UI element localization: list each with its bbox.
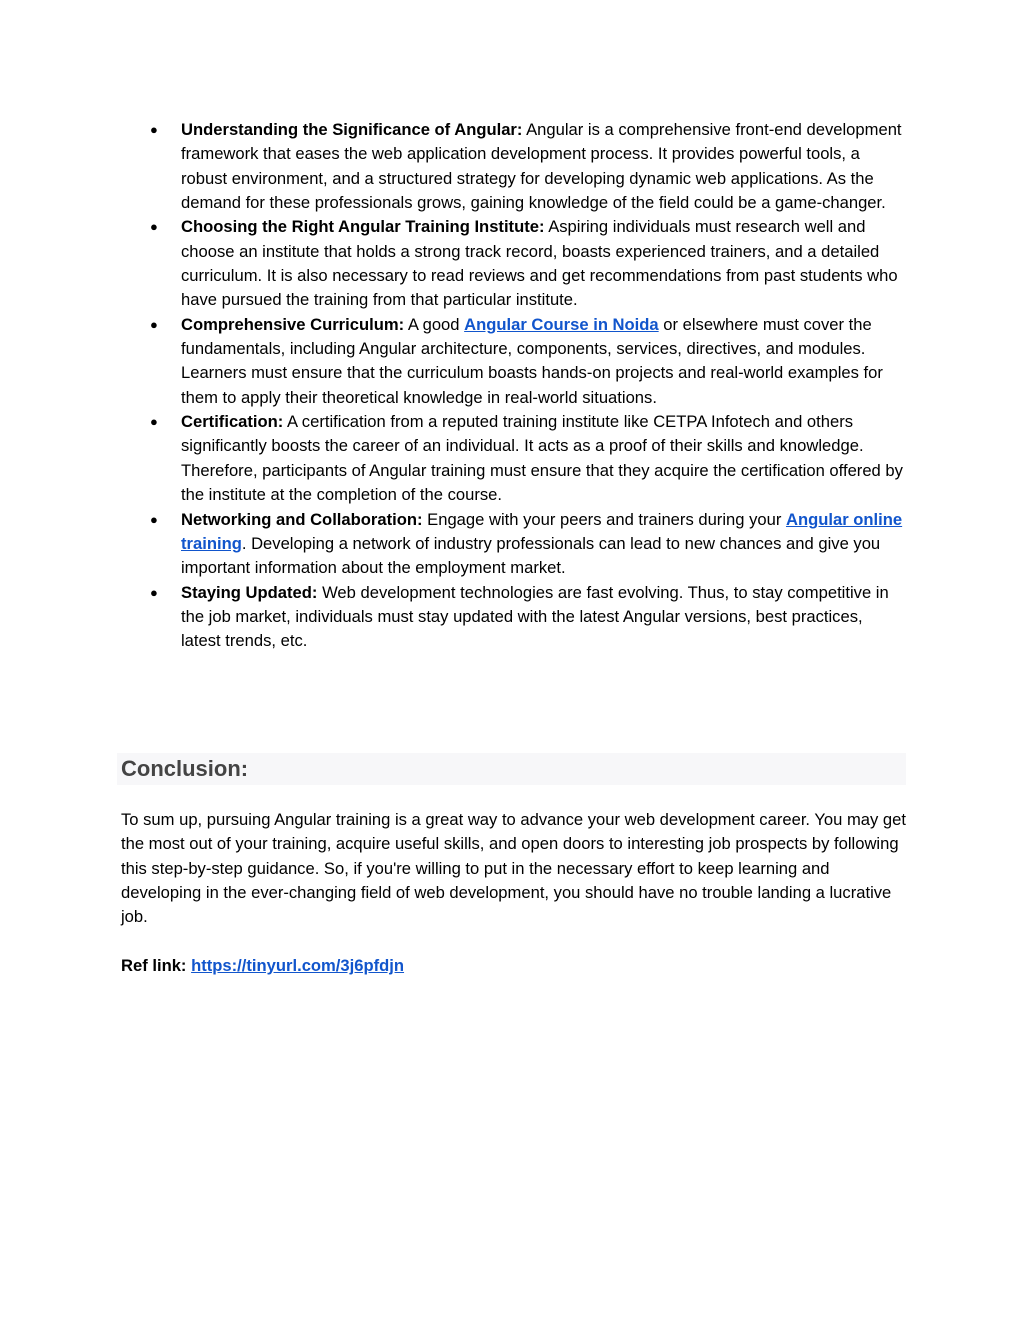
ref-link-label: Ref link: [121, 956, 192, 975]
list-item-certification [0, 410, 904, 507]
bullet-text: or elsewhere must cover the fundamentals, including Angular architecture, components, services, directives, and modules. Learners must ensure that the curriculum boasts hands-on projects and real-world examples for them to apply their theoretical knowledge in real-world situations. [181, 314, 883, 407]
bullet-heading: Choosing the Right Angular Training Institute: [181, 217, 545, 237]
conclusion-heading-band [117, 753, 906, 785]
bullet-icon: ● [150, 584, 158, 600]
angular-course-noida-link[interactable]: Angular Course in Noida [464, 314, 659, 334]
angular-online-training-link[interactable]: Angular online training [181, 509, 903, 553]
ref-url-link[interactable]: https://tinyurl.com/3j6pfdjn [191, 956, 405, 975]
bullet-text: Engage with your peers and trainers during your [422, 509, 786, 529]
list-item-staying-updated [0, 581, 904, 654]
bullet-text: A good [404, 314, 465, 334]
conclusion-heading: Conclusion: [121, 756, 249, 781]
bullet-heading: Understanding the Significance of Angular: [181, 120, 523, 139]
bullet-heading: Comprehensive Curriculum: [181, 314, 405, 334]
list-item-networking [0, 508, 904, 581]
bullet-icon: ● [150, 316, 158, 332]
bullet-icon: ● [150, 511, 158, 527]
list-item-choosing-institute [0, 215, 904, 312]
bullet-text: Web development technologies are fast evolving. Thus, to stay competitive in the job market, individuals must stay updated with the latest Angular versions, best practices, latest trends, etc. [181, 582, 889, 651]
bullet-heading: Certification: [181, 412, 284, 432]
bullet-text: Aspiring individuals must research well and choose an institute that holds a strong track record, boasts experienced trainers, and a detailed curriculum. It is also necessary to read reviews and get recommendations from past students who have pursued the training from that particular institute. [181, 217, 898, 310]
bullet-icon: ● [150, 414, 158, 430]
list-item-significance [0, 118, 904, 215]
bullet-text: A certification from a reputed training institute like CETPA Infotech and others significantly boosts the career of an individual. It acts as a proof of their skills and knowledge. Therefore, participants of Angular training must ensure that they acquire the certification offered by the institute at the completion of the course. [181, 412, 903, 505]
bullet-heading: Staying Updated: [181, 582, 318, 602]
ref-link-line [121, 954, 404, 978]
bullet-heading: Networking and Collaboration: [181, 509, 423, 529]
bullet-text: . Developing a network of industry professionals can lead to new chances and give you important information about the employment market. [181, 533, 881, 578]
feature-bullet-list [0, 118, 1024, 654]
bullet-icon: ● [150, 122, 158, 137]
list-item-curriculum [0, 313, 904, 410]
conclusion-paragraph: To sum up, pursuing Angular training is a great way to advance your web development career. You may get the most out of your training, acquire useful skills, and open doors to interesting job prospects by following this step-by-step guidance. So, if you're willing to put in the necessary effort to keep learning and developing in the ever-changing field of web development, you should have no trouble landing a lucrative job. [121, 810, 906, 927]
bullet-icon: ● [150, 219, 158, 235]
bullet-text: Angular is a comprehensive front-end development framework that eases the web application development process. It provides powerful tools, a robust environment, and a structured strategy for developing dynamic web applications. As the demand for these professionals grows, gaining knowledge of the field could be a game-changer. [181, 120, 902, 213]
